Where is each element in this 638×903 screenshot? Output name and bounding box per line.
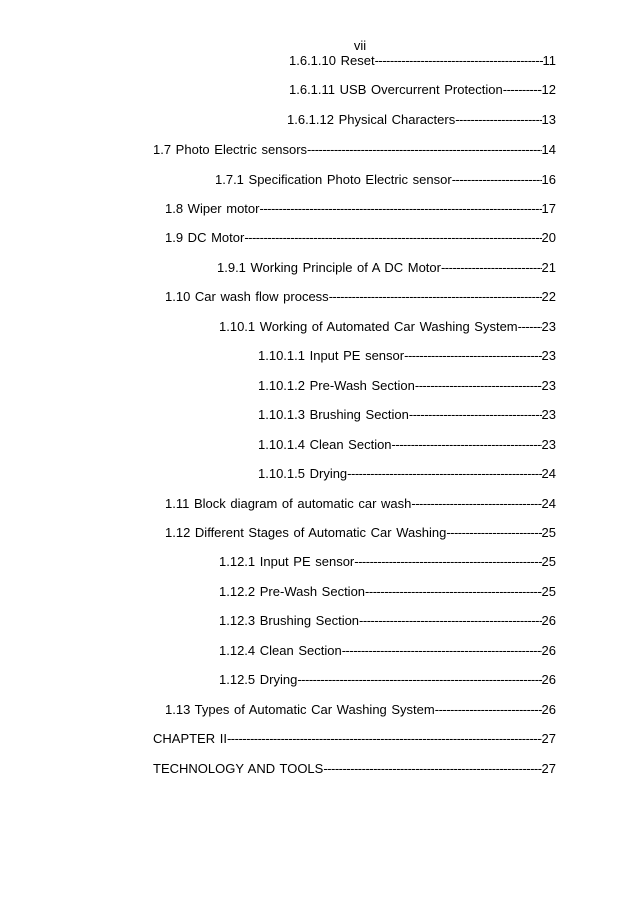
toc-entry xyxy=(289,81,556,99)
toc-entry-page: 23 xyxy=(541,319,556,334)
toc-entry-page: 14 xyxy=(541,142,556,157)
toc-entry-title: 1.10.1 Working of Automated Car Washing System xyxy=(219,319,518,334)
toc-entry-title: 1.12.1 Input PE sensor xyxy=(219,554,355,569)
toc-entry-title: 1.11 Block diagram of automatic car wash xyxy=(165,496,412,511)
toc-entry-page: 23 xyxy=(541,348,556,363)
toc-entry xyxy=(165,701,556,719)
toc-entry-page: 27 xyxy=(541,731,556,746)
toc-entry-title: 1.12.2 Pre-Wash Section xyxy=(219,584,366,599)
toc-dot-leader xyxy=(323,760,541,778)
toc-entry-page: 13 xyxy=(541,112,556,127)
toc-entry xyxy=(219,553,556,571)
toc-entry xyxy=(258,406,556,424)
toc-entry-title: 1.10.1.2 Pre-Wash Section xyxy=(258,378,415,393)
toc-dot-leader xyxy=(375,52,543,70)
toc-dot-leader xyxy=(342,642,542,660)
toc-entry-page: 22 xyxy=(541,289,556,304)
toc-entry-title: 1.6.1.10 Reset xyxy=(289,53,375,68)
toc-entry-title: 1.12 Different Stages of Automatic Car Washing xyxy=(165,525,447,540)
toc-entry xyxy=(165,288,556,306)
toc-dot-leader xyxy=(347,465,541,483)
toc-entry xyxy=(165,229,556,247)
toc-dot-leader xyxy=(518,318,542,336)
toc-dot-leader xyxy=(244,229,541,247)
page-number: vii xyxy=(353,38,367,53)
toc-entry-title: 1.9.1 Working Principle of A DC Motor xyxy=(217,260,441,275)
toc-entry xyxy=(165,524,556,542)
toc-entry xyxy=(219,318,556,336)
toc-entry-page: 17 xyxy=(541,201,556,216)
toc-entry-page: 27 xyxy=(541,761,556,776)
toc-entry-page: 24 xyxy=(541,466,556,481)
toc-entry-page: 24 xyxy=(541,496,556,511)
toc-dot-leader xyxy=(392,436,542,454)
toc-dot-leader xyxy=(359,612,541,630)
toc-entry xyxy=(258,347,556,365)
toc-dot-leader xyxy=(365,583,541,601)
toc-entry xyxy=(215,171,556,189)
toc-dot-leader xyxy=(404,347,541,365)
toc-entry xyxy=(165,200,556,218)
toc-dot-leader xyxy=(227,730,542,748)
toc-entry-title: 1.10.1.3 Brushing Section xyxy=(258,407,409,422)
toc-entry xyxy=(217,259,556,277)
toc-dot-leader xyxy=(435,701,542,719)
toc-entry-page: 23 xyxy=(541,378,556,393)
toc-dot-leader xyxy=(455,111,541,129)
toc-dot-leader xyxy=(259,200,541,218)
toc-entry-title: 1.10.1.5 Drying xyxy=(258,466,348,481)
toc-dot-leader xyxy=(307,141,542,159)
toc-entry-title: 1.8 Wiper motor xyxy=(165,201,260,216)
toc-dot-leader xyxy=(452,171,542,189)
toc-entry-page: 16 xyxy=(541,172,556,187)
toc-entry-title: 1.13 Types of Automatic Car Washing System xyxy=(165,702,435,717)
toc-dot-leader xyxy=(503,81,542,99)
toc-entry-title: 1.10.1.1 Input PE sensor xyxy=(258,348,405,363)
toc-entry xyxy=(165,495,556,513)
toc-entry xyxy=(153,760,556,778)
toc-entry-page: 26 xyxy=(541,613,556,628)
toc-entry-page: 12 xyxy=(541,82,556,97)
toc-entry-title: 1.12.4 Clean Section xyxy=(219,643,342,658)
toc-entry-title: 1.12.3 Brushing Section xyxy=(219,613,360,628)
toc-entry xyxy=(153,141,556,159)
toc-dot-leader xyxy=(446,524,541,542)
toc-entry-title: 1.10 Car wash flow process xyxy=(165,289,329,304)
toc-entry-page: 25 xyxy=(541,584,556,599)
toc-dot-leader xyxy=(354,553,541,571)
toc-entry xyxy=(258,465,556,483)
toc-entry xyxy=(153,730,556,748)
toc-entry-title: 1.12.5 Drying xyxy=(219,672,298,687)
toc-entry-title: 1.7 Photo Electric sensors xyxy=(153,142,308,157)
toc-entry-page: 11 xyxy=(542,53,556,68)
toc-entry xyxy=(219,671,556,689)
toc-dot-leader xyxy=(329,288,542,306)
toc-entry-page: 25 xyxy=(541,525,556,540)
toc-entry xyxy=(258,377,556,395)
toc-entry-page: 20 xyxy=(541,230,556,245)
toc-entry-page: 23 xyxy=(541,407,556,422)
toc-entry-title: 1.6.1.12 Physical Characters xyxy=(287,112,456,127)
toc-entry xyxy=(219,583,556,601)
toc-dot-leader xyxy=(415,377,542,395)
toc-entry-title: 1.10.1.4 Clean Section xyxy=(258,437,392,452)
toc-entry-title: 1.6.1.11 USB Overcurrent Protection xyxy=(289,82,503,97)
toc-entry xyxy=(258,436,556,454)
toc-entry xyxy=(219,642,556,660)
toc-entry-page: 23 xyxy=(541,437,556,452)
toc-entry-page: 26 xyxy=(541,643,556,658)
toc-entry-page: 21 xyxy=(541,260,556,275)
toc-entry xyxy=(219,612,556,630)
toc-entry-page: 26 xyxy=(541,702,556,717)
toc-dot-leader xyxy=(297,671,541,689)
toc-dot-leader xyxy=(441,259,542,277)
toc-dot-leader xyxy=(409,406,542,424)
toc-entry-title: 1.9 DC Motor xyxy=(165,230,245,245)
toc-entry-page: 25 xyxy=(541,554,556,569)
toc-entry-page: 26 xyxy=(541,672,556,687)
toc-dot-leader xyxy=(411,495,541,513)
toc-entry-title: CHAPTER II xyxy=(153,731,227,746)
toc-entry-title: 1.7.1 Specification Photo Electric sensor xyxy=(215,172,452,187)
toc-entry xyxy=(287,111,556,129)
toc-entry-title: TECHNOLOGY AND TOOLS xyxy=(153,761,324,776)
toc-entry xyxy=(289,52,556,70)
